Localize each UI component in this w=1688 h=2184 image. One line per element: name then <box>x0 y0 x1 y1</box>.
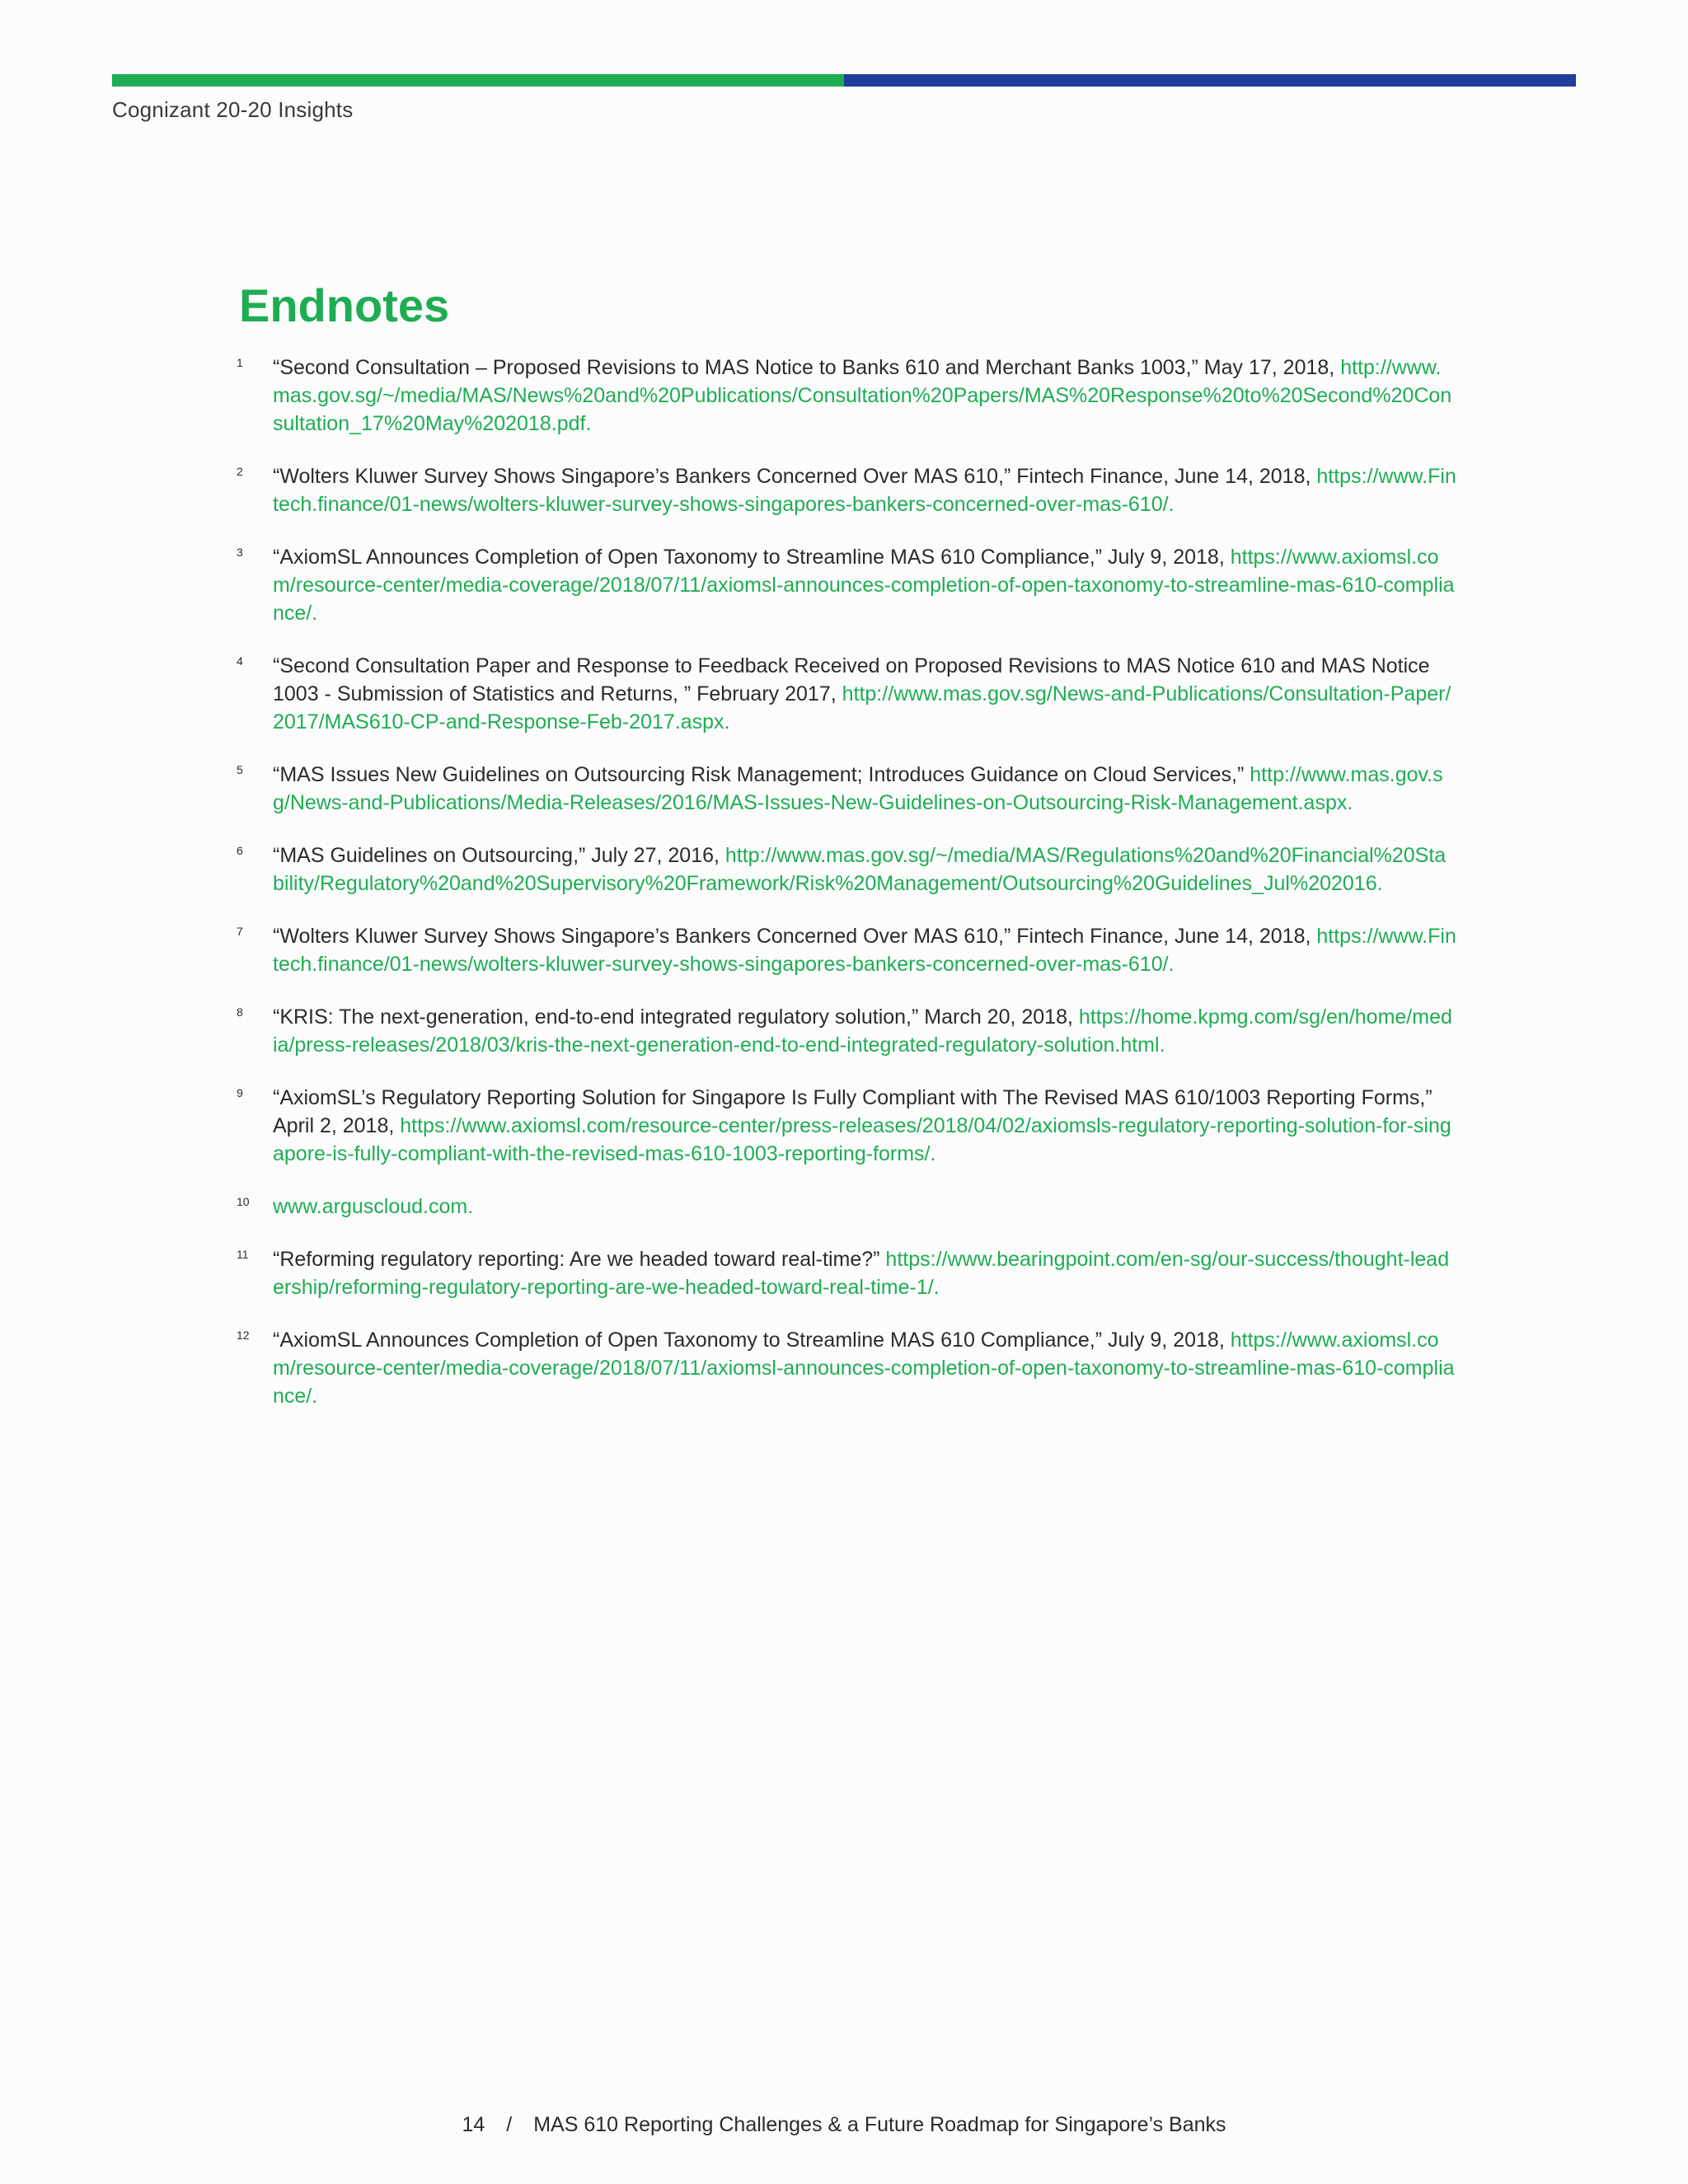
endnote-link[interactable]: https://www.Fintech.finance/01-news/wolters-kluwer-survey-shows-singapores-bankers-concerned-over-mas-610/ <box>273 465 1456 516</box>
endnote-item <box>237 1245 1456 1301</box>
endnote-trailing-period: . <box>312 602 318 625</box>
endnote-item <box>237 543 1456 627</box>
endnote-link[interactable]: https://www.bearingpoint.com/en-sg/our-success/thought-leadership/reforming-regulatory-reporting-are-we-headed-toward-real-time-1/ <box>273 1248 1450 1299</box>
document-title: MAS 610 Reporting Challenges & a Future Roadmap for Singapore’s Banks <box>533 2113 1226 2136</box>
endnote-item <box>237 652 1456 736</box>
endnote-link[interactable]: http://www.mas.gov.sg/~/media/MAS/News%20and%20Publications/Consultation%20Papers/MAS%20Response%20to%20Second%20Consultation_17%20May%202018.pdf <box>273 356 1452 435</box>
endnote-item <box>237 462 1456 518</box>
brand-label: Cognizant 20-20 Insights <box>112 97 354 122</box>
endnote-number: 8 <box>237 1005 243 1019</box>
endnote-item <box>237 1193 1456 1221</box>
endnote-trailing-period: . <box>930 1142 936 1165</box>
endnote-number: 12 <box>237 1329 250 1342</box>
endnote-trailing-period: . <box>1168 493 1175 516</box>
endnote-item <box>237 841 1456 898</box>
endnote-trailing-period: . <box>1159 1033 1165 1057</box>
endnote-number: 3 <box>237 546 243 559</box>
endnote-text: “Second Consultation Paper and Response to Feedback Received on Proposed Revisions to MAS Notice 610 and MAS Notice 1003 - Submission of Statistics and Returns, ” February 2017, <box>273 654 1430 705</box>
endnote-number: 5 <box>237 763 243 776</box>
endnote-text: “AxiomSL’s Regulatory Reporting Solution for Singapore Is Fully Compliant with The Revised MAS 610/1003 Reporting Forms,” April 2, 2018, <box>273 1086 1432 1137</box>
endnote-link[interactable]: https://www.axiomsl.com/resource-center/media-coverage/2018/07/11/axiomsl-announces-completion-of-open-taxonomy-to-streamline-mas-610-compliance/ <box>273 1329 1455 1408</box>
endnote-trailing-period: . <box>312 1385 318 1408</box>
endnote-item <box>237 1326 1456 1410</box>
endnote-item <box>237 761 1456 817</box>
endnote-item <box>237 1084 1456 1168</box>
endnote-number: 9 <box>237 1086 243 1099</box>
endnote-trailing-period: . <box>1376 872 1383 895</box>
endnote-number: 1 <box>237 356 243 369</box>
endnote-item <box>237 922 1456 978</box>
endnote-link[interactable]: https://www.Fintech.finance/01-news/wolters-kluwer-survey-shows-singapores-bankers-concerned-over-mas-610/ <box>273 925 1456 976</box>
endnote-number: 7 <box>237 925 243 938</box>
endnote-trailing-period: . <box>467 1195 474 1218</box>
top-accent-bar <box>112 74 1576 87</box>
endnote-trailing-period: . <box>585 412 592 435</box>
endnote-text: “Wolters Kluwer Survey Shows Singapore’s Bankers Concerned Over MAS 610,” Fintech Finance, June 14, 2018, <box>273 925 1317 948</box>
endnote-trailing-period: . <box>724 710 730 733</box>
endnote-number: 10 <box>237 1195 250 1208</box>
endnote-text: “AxiomSL Announces Completion of Open Taxonomy to Streamline MAS 610 Compliance,” July 9, 2018, <box>273 1329 1231 1352</box>
endnote-link[interactable]: http://www.mas.gov.sg/~/media/MAS/Regulations%20and%20Financial%20Stability/Regulatory%20and%20Supervisory%20Framework/Risk%20Management/Outsourcing%20Guidelines_Jul%202016 <box>273 844 1447 895</box>
page-footer <box>0 2113 1688 2137</box>
endnote-link[interactable]: www.arguscloud.com <box>273 1195 468 1218</box>
endnote-number: 4 <box>237 654 243 668</box>
endnotes-list <box>237 354 1456 1435</box>
endnote-text: “Second Consultation – Proposed Revisions to MAS Notice to Banks 610 and Merchant Banks 1003,” May 17, 2018, <box>273 356 1341 379</box>
endnote-number: 6 <box>237 844 243 857</box>
accent-bar-green <box>112 74 844 87</box>
endnote-text: “MAS Issues New Guidelines on Outsourcing Risk Management; Introduces Guidance on Cloud Services,” <box>273 763 1250 786</box>
endnote-text: “MAS Guidelines on Outsourcing,” July 27, 2016, <box>273 844 725 867</box>
page-title: Endnotes <box>239 279 450 331</box>
endnote-link[interactable]: http://www.mas.gov.sg/News-and-Publications/Media-Releases/2016/MAS-Issues-New-Guidelines-on-Outsourcing-Risk-Management.aspx <box>273 763 1443 814</box>
endnote-link[interactable]: https://home.kpmg.com/sg/en/home/media/press-releases/2018/03/kris-the-next-generation-end-to-end-integrated-regulatory-solution.html <box>273 1005 1452 1057</box>
endnote-text: “Wolters Kluwer Survey Shows Singapore’s Bankers Concerned Over MAS 610,” Fintech Finance, June 14, 2018, <box>273 465 1317 488</box>
endnote-number: 2 <box>237 465 243 478</box>
endnote-item <box>237 354 1456 438</box>
endnote-number: 11 <box>237 1248 249 1261</box>
endnote-text: “KRIS: The next-generation, end-to-end integrated regulatory solution,” March 20, 2018, <box>273 1005 1079 1029</box>
endnote-text: “Reforming regulatory reporting: Are we headed toward real-time?” <box>273 1248 886 1271</box>
page-number: 14 <box>462 2113 485 2136</box>
endnote-trailing-period: . <box>1347 791 1353 814</box>
endnote-link[interactable]: https://www.axiomsl.com/resource-center/press-releases/2018/04/02/axiomsls-regulatory-reporting-solution-for-singapore-is-fully-compliant-with-the-revised-mas-610-1003-reporting-forms/ <box>273 1114 1451 1165</box>
endnote-link[interactable]: https://www.axiomsl.com/resource-center/media-coverage/2018/07/11/axiomsl-announces-completion-of-open-taxonomy-to-streamline-mas-610-compliance/ <box>273 546 1455 625</box>
endnote-item <box>237 1003 1456 1059</box>
endnote-trailing-period: . <box>1168 953 1175 976</box>
endnote-text: “AxiomSL Announces Completion of Open Taxonomy to Streamline MAS 610 Compliance,” July 9, 2018, <box>273 546 1231 569</box>
endnote-link[interactable]: http://www.mas.gov.sg/News-and-Publications/Consultation-Paper/2017/MAS610-CP-and-Response-Feb-2017.aspx <box>273 682 1451 733</box>
footer-separator: / <box>506 2113 513 2136</box>
endnote-trailing-period: . <box>933 1276 940 1299</box>
accent-bar-blue <box>844 74 1576 87</box>
